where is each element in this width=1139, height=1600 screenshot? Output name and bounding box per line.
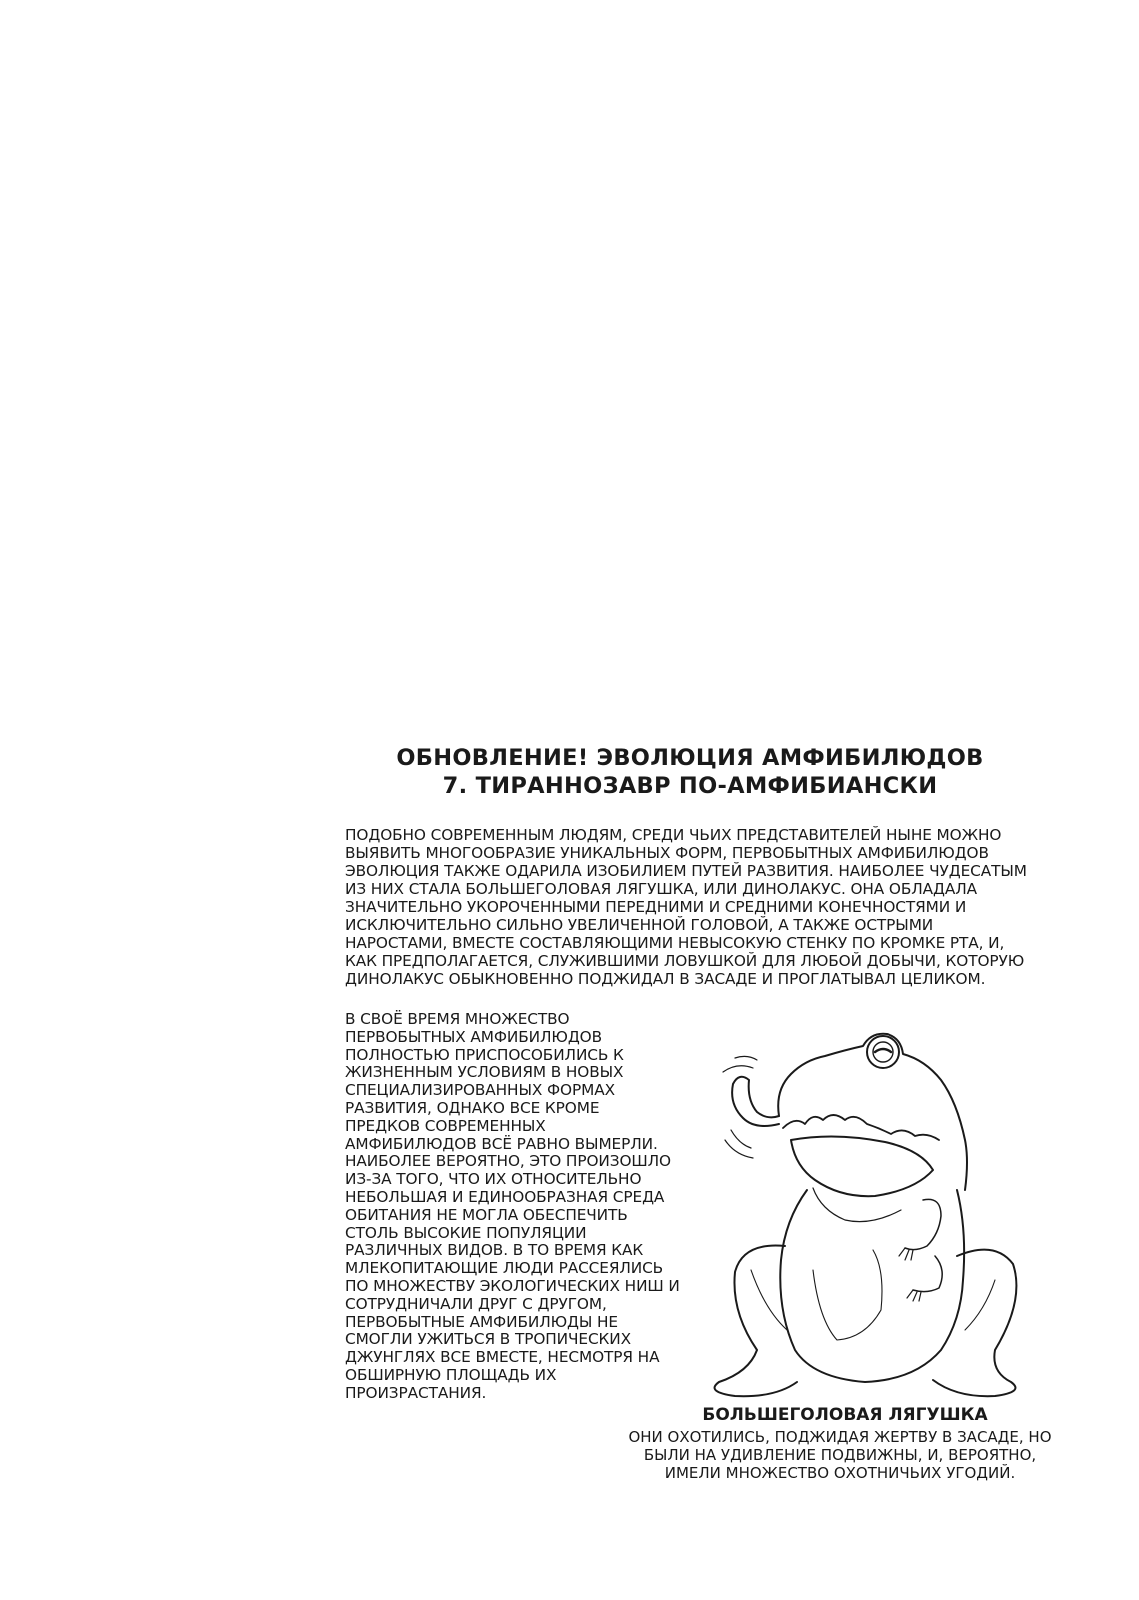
- intro-line: ВЫЯВИТЬ МНОГООБРАЗИЕ УНИКАЛЬНЫХ ФОРМ, ПЕРВОБЫТНЫХ АМФИБИЛЮДОВ: [345, 844, 989, 862]
- heading-line-2: 7. ТИРАННОЗАВР ПО-АМФИБИАНСКИ: [442, 773, 938, 799]
- body-line: РАЗВИТИЯ, ОДНАКО ВСЕ КРОМЕ: [345, 1098, 600, 1117]
- body-paragraph: [345, 1011, 705, 1403]
- body-line: ПРОИЗРАСТАНИЯ.: [345, 1383, 487, 1402]
- intro-line: ЗНАЧИТЕЛЬНО УКОРОЧЕННЫМИ ПЕРЕДНИМИ И СРЕДНИМИ КОНЕЧНОСТЯМИ И: [345, 898, 967, 916]
- body-line: НАИБОЛЕЕ ВЕРОЯТНО, ЭТО ПРОИЗОШЛО: [345, 1152, 671, 1171]
- intro-line: ЭВОЛЮЦИЯ ТАКЖЕ ОДАРИЛА ИЗОБИЛИЕМ ПУТЕЙ РАЗВИТИЯ. НАИБОЛЕЕ ЧУДЕСАТЫМ: [345, 862, 1027, 880]
- body-line: ПРЕДКОВ СОВРЕМЕННЫХ: [345, 1116, 546, 1135]
- body-line: ИЗ-ЗА ТОГО, ЧТО ИХ ОТНОСИТЕЛЬНО: [345, 1170, 642, 1189]
- body-line: ЖИЗНЕННЫМ УСЛОВИЯМ В НОВЫХ: [345, 1063, 624, 1082]
- caption-title: БОЛЬШЕГОЛОВАЯ ЛЯГУШКА: [702, 1405, 988, 1425]
- body-line: СМОГЛИ УЖИТЬСЯ В ТРОПИЧЕСКИХ: [345, 1330, 632, 1349]
- body-line: АМФИБИЛЮДОВ ВСЁ РАВНО ВЫМЕРЛИ.: [345, 1134, 658, 1153]
- caption-line: ИМЕЛИ МНОЖЕСТВО ОХОТНИЧЬИХ УГОДИЙ.: [664, 1464, 1016, 1482]
- heading-line-1: ОБНОВЛЕНИЕ! ЭВОЛЮЦИЯ АМФИБИЛЮДОВ: [396, 745, 984, 771]
- body-line: ДЖУНГЛЯХ ВСЕ ВМЕСТЕ, НЕСМОТРЯ НА: [345, 1348, 660, 1367]
- body-line: ПОЛНОСТЬЮ ПРИСПОСОБИЛИСЬ К: [345, 1045, 624, 1064]
- body-line: СПЕЦИАЛИЗИРОВАННЫХ ФОРМАХ: [345, 1081, 615, 1100]
- intro-line: НАРОСТАМИ, ВМЕСТЕ СОСТАВЛЯЮЩИМИ НЕВЫСОКУЮ СТЕНКУ ПО КРОМКЕ РТА, И,: [345, 934, 1005, 952]
- body-line: МЛЕКОПИТАЮЩИЕ ЛЮДИ РАССЕЯЛИСЬ: [345, 1259, 664, 1278]
- intro-line: ПОДОБНО СОВРЕМЕННЫМ ЛЮДЯМ, СРЕДИ ЧЬИХ ПРЕДСТАВИТЕЛЕЙ НЫНЕ МОЖНО: [345, 826, 1002, 844]
- body-line: В СВОЁ ВРЕМЯ МНОЖЕСТВО: [345, 1010, 570, 1028]
- body-line: ОБИТАНИЯ НЕ МОГЛА ОБЕСПЕЧИТЬ: [345, 1205, 628, 1224]
- body-line: НЕБОЛЬШАЯ И ЕДИНООБРАЗНАЯ СРЕДА: [345, 1187, 665, 1206]
- body-line: ПЕРВОБЫТНЫЕ АМФИБИЛЮДЫ НЕ: [345, 1312, 618, 1331]
- body-line: ПЕРВОБЫТНЫХ АМФИБИЛЮДОВ: [345, 1027, 603, 1046]
- caption-text: [615, 1428, 1065, 1482]
- body-line: ПО МНОЖЕСТВУ ЭКОЛОГИЧЕСКИХ НИШ И: [345, 1276, 680, 1295]
- body-line: СОТРУДНИЧАЛИ ДРУГ С ДРУГОМ,: [345, 1294, 607, 1313]
- body-line: РАЗЛИЧНЫХ ВИДОВ. В ТО ВРЕМЯ КАК: [345, 1241, 644, 1260]
- intro-line: ИСКЛЮЧИТЕЛЬНО СИЛЬНО УВЕЛИЧЕННОЙ ГОЛОВОЙ, А ТАКЖЕ ОСТРЫМИ: [345, 916, 934, 934]
- caption-line: ОНИ ОХОТИЛИСЬ, ПОДЖИДАЯ ЖЕРТВУ В ЗАСАДЕ, НО: [628, 1428, 1052, 1446]
- article-heading: [380, 744, 1000, 800]
- intro-line: ДИНОЛАКУС ОБЫКНОВЕННО ПОДЖИДАЛ В ЗАСАДЕ И ПРОГЛАТЫВАЛ ЦЕЛИКОМ.: [345, 970, 986, 988]
- intro-line: КАК ПРЕДПОЛАГАЕТСЯ, СЛУЖИВШИМИ ЛОВУШКОЙ ДЛЯ ЛЮБОЙ ДОБЫЧИ, КОТОРУЮ: [345, 952, 1025, 970]
- intro-paragraph: [345, 826, 1045, 988]
- caption-line: БЫЛИ НА УДИВЛЕНИЕ ПОДВИЖНЫ, И, ВЕРОЯТНО,: [643, 1446, 1037, 1464]
- intro-line: ИЗ НИХ СТАЛА БОЛЬШЕГОЛОВАЯ ЛЯГУШКА, ИЛИ ДИНОЛАКУС. ОНА ОБЛАДАЛА: [345, 880, 978, 898]
- body-line: ОБШИРНУЮ ПЛОЩАДЬ ИХ: [345, 1365, 557, 1384]
- body-line: СТОЛЬ ВЫСОКИЕ ПОПУЛЯЦИИ: [345, 1223, 587, 1242]
- frog-illustration: [695, 1020, 1025, 1400]
